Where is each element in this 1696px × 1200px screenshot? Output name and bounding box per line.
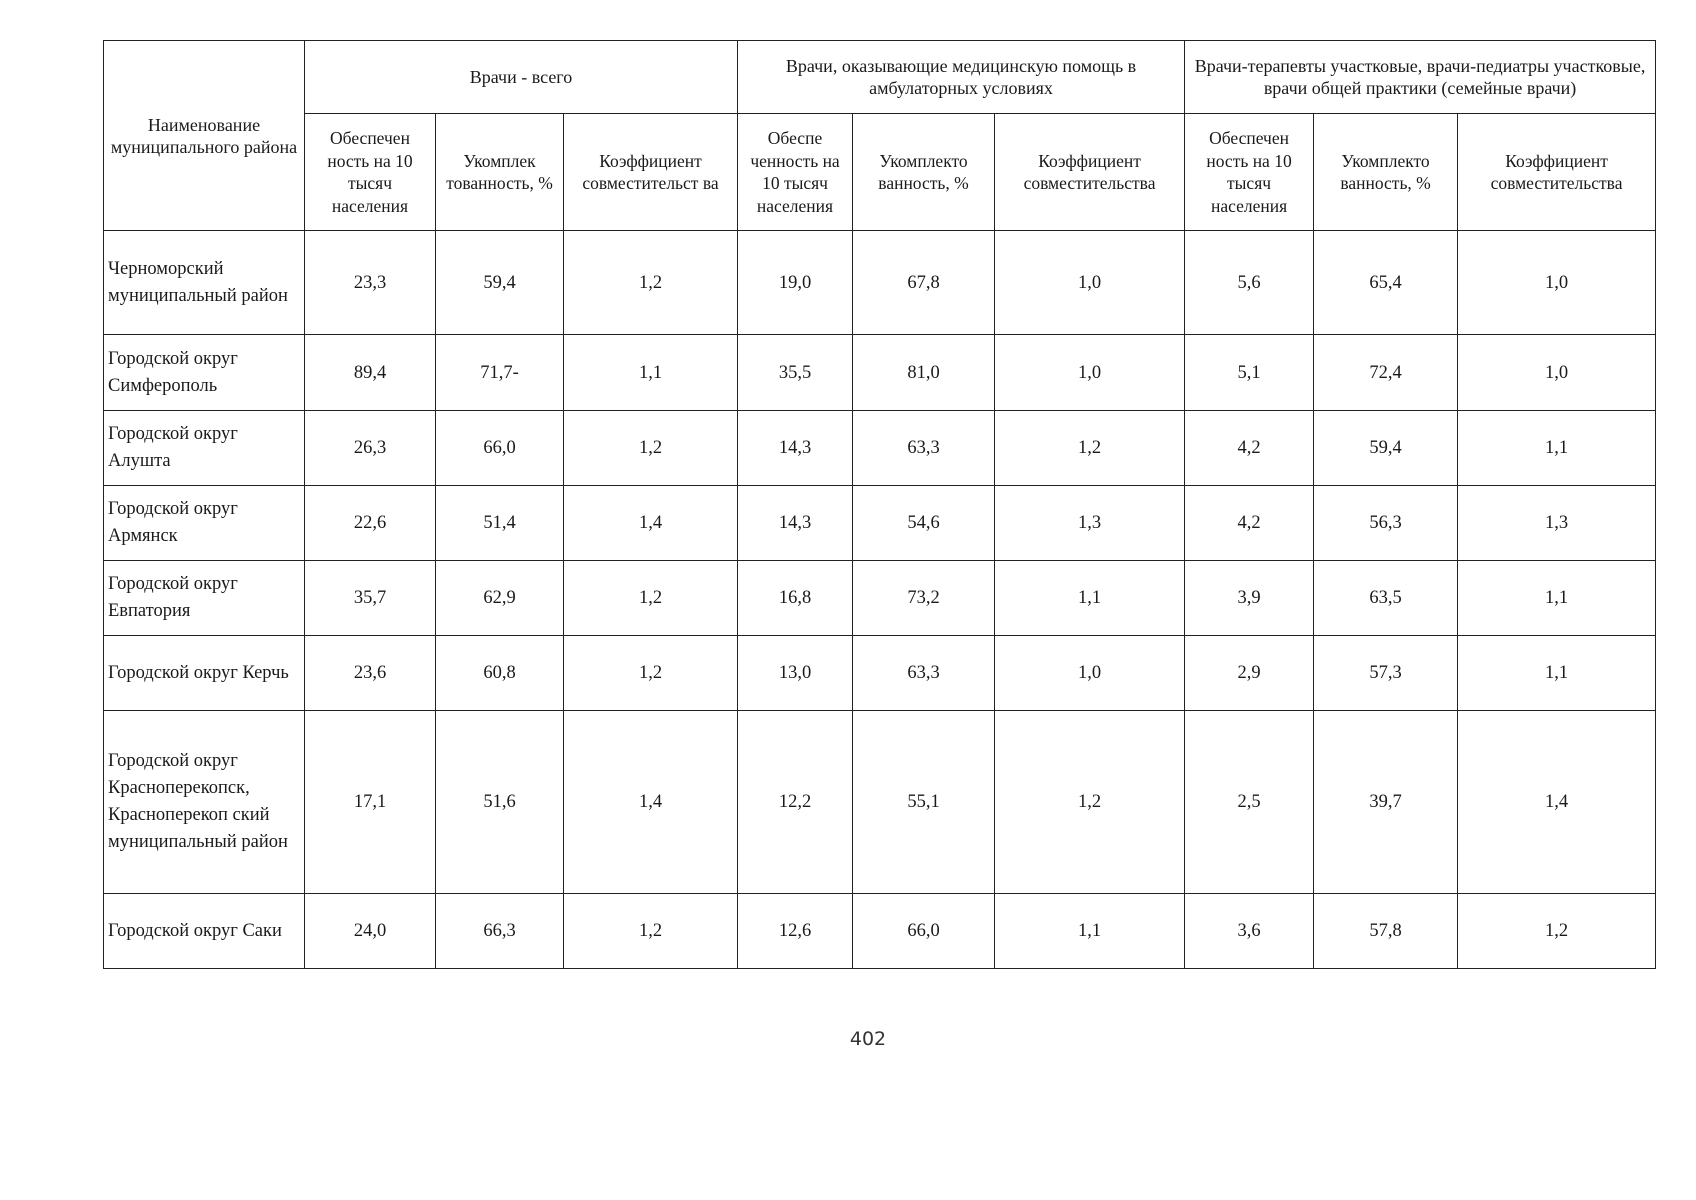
subheader-combination-ratio: Коэффициент совместительства bbox=[995, 114, 1185, 231]
table-cell: 1,0 bbox=[995, 636, 1185, 711]
table-cell: 56,3 bbox=[1314, 486, 1458, 561]
table-cell: 1,0 bbox=[995, 231, 1185, 335]
table-cell: 5,1 bbox=[1185, 335, 1314, 411]
subheader-combination-ratio: Коэффициент совместительст ва bbox=[564, 114, 738, 231]
header-row-groups bbox=[104, 41, 1656, 114]
district-name: Городской округ Армянск bbox=[104, 486, 305, 561]
table-cell: 1,1 bbox=[564, 335, 738, 411]
table-cell: 57,3 bbox=[1314, 636, 1458, 711]
table-cell: 13,0 bbox=[738, 636, 853, 711]
table-cell: 54,6 bbox=[853, 486, 995, 561]
district-name: Городской округ Алушта bbox=[104, 411, 305, 486]
table-cell: 59,4 bbox=[1314, 411, 1458, 486]
table-cell: 1,3 bbox=[995, 486, 1185, 561]
table-cell: 1,1 bbox=[995, 561, 1185, 636]
table-cell: 81,0 bbox=[853, 335, 995, 411]
table-cell: 1,4 bbox=[1458, 711, 1656, 894]
district-name: Городской округ Симферополь bbox=[104, 335, 305, 411]
header-group-district-physicians: Врачи-терапевты участковые, врачи-педиатры участковые, врачи общей практики (семейные врачи) bbox=[1185, 41, 1656, 114]
table-cell: 12,2 bbox=[738, 711, 853, 894]
table-cell: 63,5 bbox=[1314, 561, 1458, 636]
table-row bbox=[104, 894, 1656, 969]
header-row-subheaders bbox=[104, 114, 1656, 231]
table-cell: 71,7- bbox=[436, 335, 564, 411]
table-cell: 23,6 bbox=[305, 636, 436, 711]
table-cell: 66,3 bbox=[436, 894, 564, 969]
table-cell: 26,3 bbox=[305, 411, 436, 486]
table-cell: 57,8 bbox=[1314, 894, 1458, 969]
table-row bbox=[104, 411, 1656, 486]
district-name: Черноморский муниципальный район bbox=[104, 231, 305, 335]
table-cell: 4,2 bbox=[1185, 486, 1314, 561]
table-cell: 1,1 bbox=[1458, 636, 1656, 711]
table-row bbox=[104, 561, 1656, 636]
table-cell: 1,0 bbox=[995, 335, 1185, 411]
table-cell: 17,1 bbox=[305, 711, 436, 894]
subheader-provision: Обеспе ченность на 10 тысяч населения bbox=[738, 114, 853, 231]
table-cell: 89,4 bbox=[305, 335, 436, 411]
district-name: Городской округ Керчь bbox=[104, 636, 305, 711]
table-row bbox=[104, 711, 1656, 894]
table-cell: 51,4 bbox=[436, 486, 564, 561]
table-cell: 39,7 bbox=[1314, 711, 1458, 894]
subheader-staffing: Укомплекто ванность, % bbox=[1314, 114, 1458, 231]
table-cell: 60,8 bbox=[436, 636, 564, 711]
table-cell: 51,6 bbox=[436, 711, 564, 894]
table-cell: 2,9 bbox=[1185, 636, 1314, 711]
subheader-staffing: Укомплекто ванность, % bbox=[853, 114, 995, 231]
table-cell: 67,8 bbox=[853, 231, 995, 335]
table-cell: 16,8 bbox=[738, 561, 853, 636]
table-cell: 1,2 bbox=[1458, 894, 1656, 969]
table-cell: 63,3 bbox=[853, 411, 995, 486]
table-cell: 1,1 bbox=[995, 894, 1185, 969]
physicians-staffing-table bbox=[103, 40, 1656, 969]
table-cell: 73,2 bbox=[853, 561, 995, 636]
subheader-combination-ratio: Коэффициент совместительства bbox=[1458, 114, 1656, 231]
table-cell: 14,3 bbox=[738, 411, 853, 486]
table-cell: 5,6 bbox=[1185, 231, 1314, 335]
table-cell: 66,0 bbox=[853, 894, 995, 969]
table-row bbox=[104, 636, 1656, 711]
district-name: Городской округ Евпатория bbox=[104, 561, 305, 636]
table-cell: 63,3 bbox=[853, 636, 995, 711]
table-cell: 35,7 bbox=[305, 561, 436, 636]
table-cell: 2,5 bbox=[1185, 711, 1314, 894]
table-cell: 4,2 bbox=[1185, 411, 1314, 486]
district-name: Городской округ Красноперекопск, Красноперекоп ский муниципальный район bbox=[104, 711, 305, 894]
table-cell: 19,0 bbox=[738, 231, 853, 335]
table-cell: 1,2 bbox=[564, 411, 738, 486]
subheader-staffing: Укомплек тованность, % bbox=[436, 114, 564, 231]
table-cell: 1,1 bbox=[1458, 561, 1656, 636]
subheader-provision: Обеспечен ность на 10 тысяч населения bbox=[305, 114, 436, 231]
table-cell: 3,6 bbox=[1185, 894, 1314, 969]
table-row bbox=[104, 486, 1656, 561]
table-cell: 1,4 bbox=[564, 711, 738, 894]
table-cell: 1,2 bbox=[564, 894, 738, 969]
table-cell: 1,2 bbox=[564, 561, 738, 636]
table-cell: 1,4 bbox=[564, 486, 738, 561]
table-cell: 23,3 bbox=[305, 231, 436, 335]
table-cell: 12,6 bbox=[738, 894, 853, 969]
table-cell: 62,9 bbox=[436, 561, 564, 636]
table-cell: 14,3 bbox=[738, 486, 853, 561]
table-cell: 1,1 bbox=[1458, 411, 1656, 486]
table-cell: 24,0 bbox=[305, 894, 436, 969]
table-cell: 1,2 bbox=[564, 636, 738, 711]
table-cell: 1,0 bbox=[1458, 231, 1656, 335]
table-cell: 55,1 bbox=[853, 711, 995, 894]
table-cell: 1,3 bbox=[1458, 486, 1656, 561]
table-row bbox=[104, 335, 1656, 411]
header-group-all-doctors: Врачи - всего bbox=[305, 41, 738, 114]
table-cell: 35,5 bbox=[738, 335, 853, 411]
table-cell: 1,0 bbox=[1458, 335, 1656, 411]
table-cell: 59,4 bbox=[436, 231, 564, 335]
table-row bbox=[104, 231, 1656, 335]
table-cell: 66,0 bbox=[436, 411, 564, 486]
table-cell: 1,2 bbox=[564, 231, 738, 335]
table-cell: 22,6 bbox=[305, 486, 436, 561]
header-group-outpatient-doctors: Врачи, оказывающие медицинскую помощь в амбулаторных условиях bbox=[738, 41, 1185, 114]
header-municipal-district: Наименование муниципального района bbox=[104, 41, 305, 231]
subheader-provision: Обеспечен ность на 10 тысяч населения bbox=[1185, 114, 1314, 231]
table-cell: 72,4 bbox=[1314, 335, 1458, 411]
table-cell: 3,9 bbox=[1185, 561, 1314, 636]
page-number: 402 bbox=[849, 1028, 887, 1050]
table-cell: 1,2 bbox=[995, 711, 1185, 894]
district-name: Городской округ Саки bbox=[104, 894, 305, 969]
table-cell: 1,2 bbox=[995, 411, 1185, 486]
table-cell: 65,4 bbox=[1314, 231, 1458, 335]
